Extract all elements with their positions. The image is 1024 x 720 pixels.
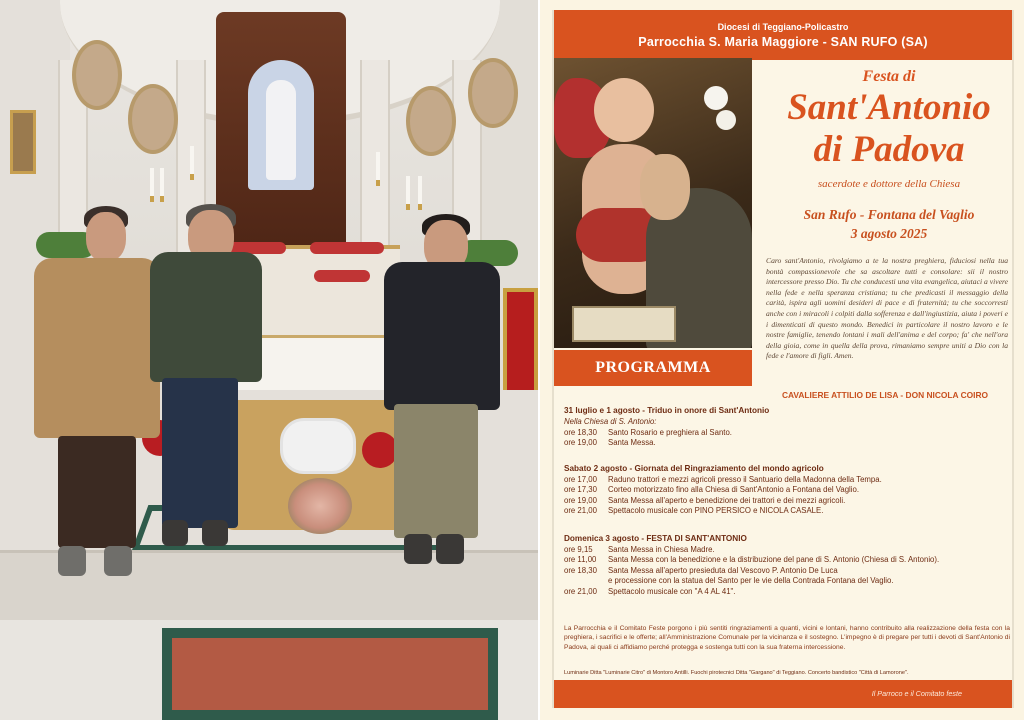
program-row — [564, 566, 1010, 576]
trousers — [394, 404, 478, 538]
section-title: 31 luglio e 1 agosto - Triduo in onore di Sant'Antonio — [564, 406, 770, 415]
candle — [406, 176, 410, 210]
red-marble-panel — [162, 628, 498, 720]
parish-name: Parrocchia S. Maria Maggiore - SAN RUFO (SA) — [638, 35, 928, 49]
event-time: ore 18,30 — [564, 565, 597, 575]
shoe — [104, 546, 132, 576]
poster-title-line1: Sant'Antonio — [787, 87, 991, 128]
event-time: ore 18,30 — [564, 428, 597, 437]
shoe — [404, 534, 432, 564]
program-row — [564, 545, 1010, 555]
program-row — [564, 555, 1010, 565]
event-time: ore 9,15 — [564, 545, 593, 554]
section-title: Domenica 3 agosto - FESTA DI SANT'ANTONIO — [564, 534, 747, 543]
signers: CAVALIERE ATTILIO DE LISA - DON NICOLA COIRO — [781, 390, 989, 400]
event-text: Santo Rosario e preghiera al Santo. — [608, 428, 732, 437]
saint-medallion — [128, 84, 178, 154]
event-time: ore 21,00 — [564, 586, 597, 596]
poster-title-line2: di Padova — [813, 129, 965, 170]
program-row — [564, 428, 1010, 438]
jacket — [384, 262, 500, 410]
event-text: Santa Messa in Chiesa Madre. — [608, 545, 715, 554]
lily-flower — [704, 86, 728, 110]
event-time: ore 21,00 — [564, 506, 597, 516]
face — [86, 212, 126, 262]
event-text: Spettacolo musicale con PINO PERSICO e NICOLA CASALE. — [608, 506, 824, 516]
event-time: ore 17,00 — [564, 475, 597, 484]
candle — [418, 176, 422, 210]
credits-line: Luminarie Ditta "Luminarie Citro" di Montoro Antilli. Fuochi pirotecnici Ditta "Gargano" di Teggiano. Concerto bandistico "Città di Lamorone". — [564, 670, 909, 676]
event-text: Santa Messa all'aperto presieduta dal Vescovo P. Antonio De Luca — [608, 565, 838, 575]
saint-medallion — [468, 58, 518, 128]
saint-anthony-painting — [554, 58, 752, 348]
altar-flowers — [310, 242, 384, 254]
festa-label: Festa di — [862, 68, 916, 85]
program-row — [564, 485, 1010, 495]
event-text: Raduno trattori e mezzi agricoli presso il Santuario della Madonna della Tempa. — [608, 475, 882, 484]
event-text: Corteo motorizzato fino alla Chiesa di Sant'Antonio a Fontana del Vaglio. — [608, 485, 859, 495]
shoe — [58, 546, 86, 576]
program-row — [564, 496, 1010, 506]
baby-jesus-figure — [280, 418, 356, 474]
program-row — [564, 506, 1010, 516]
thanks-paragraph: La Parrocchia e il Comitato Feste porgono i più sentiti ringraziamenti a quanti, vicini e lontani, hanno contribuito alla realizzazione della festa con la preghiera, i sacrifici e le offerte; all'Amministrazione Comunale per la vicinanza e il sostegno. L'impegno è di pregare per tutti i devoti di Sant'Antonio di Padova, ai quali ci affidiamo perché protegga e sostenga tutti con la sua fraterna intercessione. — [564, 625, 1010, 651]
program-row — [564, 475, 1010, 485]
wall-painting — [10, 110, 36, 174]
section-subtitle: Nella Chiesa di S. Antonio: — [564, 417, 657, 426]
shoe — [162, 520, 188, 546]
program-section — [564, 534, 1010, 597]
event-time: ore 19,00 — [564, 438, 597, 448]
sweater — [150, 252, 262, 382]
coat — [34, 258, 160, 438]
event-text: Santa Messa. — [608, 438, 656, 448]
program-section — [564, 406, 1010, 449]
altar-flowers — [314, 270, 370, 282]
candle — [190, 146, 194, 180]
poster-header-banner — [554, 10, 1012, 60]
event-time: ore 11,00 — [564, 555, 597, 565]
event-text: Santa Messa con la benedizione e la distribuzione del pane di S. Antonio (Chiesa di S. Antonio). — [608, 555, 940, 565]
event-text: Spettacolo musicale con "A 4 AL 41". — [608, 586, 736, 596]
poster-footer-banner — [554, 680, 1012, 708]
event-time: ore 19,00 — [564, 495, 597, 505]
event-time: ore 17,30 — [564, 485, 597, 495]
event-date: 3 agosto 2025 — [850, 226, 928, 241]
candle — [150, 168, 154, 202]
event-text: Santa Messa all'aperto e benedizione dei trattori e dei mezzi agricoli. — [608, 495, 846, 505]
trousers — [58, 436, 136, 548]
flower-wreath — [288, 478, 352, 534]
shoe — [202, 520, 228, 546]
diocese-name: Diocesi di Teggiano-Policastro — [717, 22, 849, 32]
candle — [376, 152, 380, 186]
poinsettia — [362, 432, 398, 468]
section-title: Sabato 2 agosto - Giornata del Ringraziamento del mondo agricolo — [564, 464, 824, 473]
event-time — [564, 576, 608, 586]
footer-signature: Il Parroco e il Comitato feste — [871, 689, 962, 698]
programma-banner: PROGRAMMA — [554, 350, 752, 386]
program-row — [564, 587, 1010, 597]
program-section — [564, 464, 1010, 517]
saint-face — [640, 154, 690, 220]
program-row — [564, 438, 1010, 448]
jeans — [162, 378, 238, 528]
event-text: e processione con la statua del Santo per le vie della Contrada Fontana del Vaglio. — [608, 576, 894, 586]
shoe — [436, 534, 464, 564]
program-row — [564, 576, 1010, 586]
candle — [160, 168, 164, 202]
open-book — [572, 306, 676, 342]
christ-child-face — [594, 78, 654, 142]
saint-medallion — [72, 40, 122, 110]
event-place: San Rufo - Fontana del Vaglio — [803, 207, 975, 222]
festival-poster — [540, 0, 1024, 720]
madonna-statue — [266, 80, 296, 180]
lily-flower — [716, 110, 736, 130]
poster-subtitle: sacerdote e dottore della Chiesa — [817, 178, 961, 190]
saint-medallion — [406, 86, 456, 156]
prayer-text: Caro sant'Antonio, rivolgiamo a te la nostra preghiera, fiduciosi nella tua bontà compassionevole che sa ascoltare tutti e consolare: sii il nostro intercessore presso Dio. Tu che conducesti una vita evangelica, aiutaci a vivere nella fede e nella speranza cristiana; tu che predicasti il messaggio della carità, ispira agli uomini desideri di pace e di fraternità; tu che soccorresti anche con i miracoli i colpiti dalla sofferenza e dall'ingiustizia, aiuta i poveri e i dimenticati di questo mondo. Benedici in particolare il nostro lavoro e le nostre famiglie, tenendo lontani i mali dell'anima e del corpo; fa' che nell'ora della gioia, come in quella della prova, rimaniamo sempre uniti a Dio con la fede e l'amore di figli. Amen. — [766, 256, 1008, 361]
